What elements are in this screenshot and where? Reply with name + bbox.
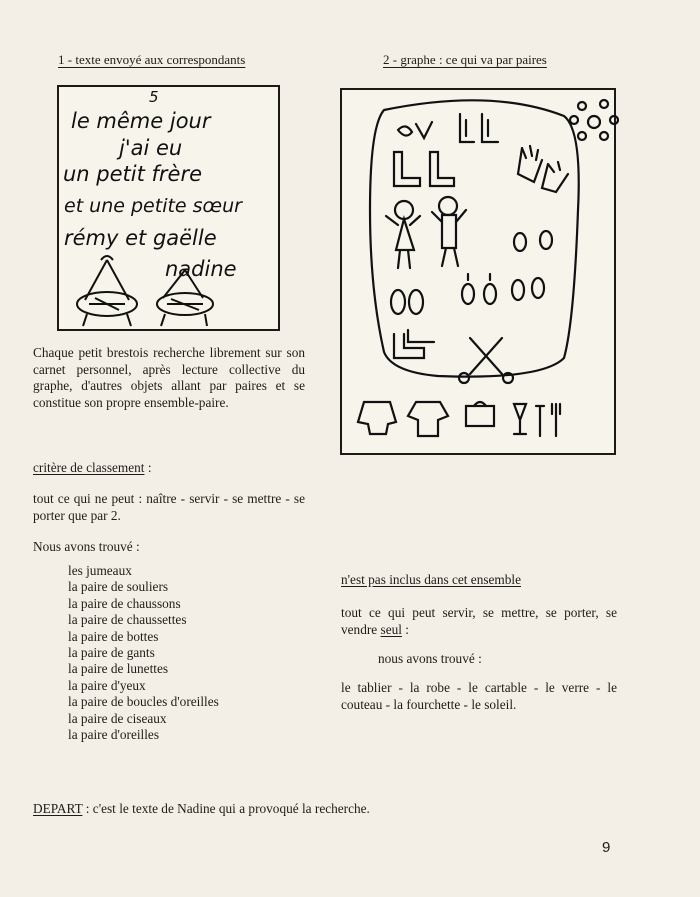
list-item: la paire de chaussons [68,595,181,611]
list-item: la paire de lunettes [68,661,169,677]
glass-drawing [514,404,526,434]
footer-line [33,801,370,818]
list-item: la paire d'yeux [68,677,146,693]
excluded-text [341,605,617,638]
pairs-graph-panel [340,88,616,455]
pairs-graph-drawing [342,90,614,453]
criteria-heading-suffix: : [144,460,152,475]
list-item: la paire de souliers [68,579,169,595]
fork-drawing [552,404,560,436]
excluded-heading: n'est pas inclus dans cet ensemble [341,572,522,587]
footer-label: DEPART [33,801,83,816]
footer-text: : c'est le texte de Nadine qui a provoqué la recherche. [82,801,370,816]
caption-handwritten-text: 1 - texte envoyé aux correspondants [58,52,246,67]
excluded-text-after: : [401,621,409,637]
handwritten-line: le même jour [71,109,211,133]
handwritten-page-number: 5 [149,88,159,106]
page-number: 9 [602,839,611,856]
handwritten-text-panel [57,85,280,331]
description-paragraph: Chaque petit brestois recherche librement sur son carnet personnel, après lecture collective du graphe, d'autres objets allant par paires et se constitue son propre ensemble-paire. [33,345,305,410]
excluded-text-underlined: seul [380,621,402,637]
handwritten-line: un petit frère [63,162,203,186]
list-item: la paire d'oreilles [68,727,160,743]
list-item: la paire de gants [68,645,155,661]
handwritten-line: et une petite sœur [64,195,242,217]
found-intro: Nous avons trouvé : [33,539,140,554]
caption-graph: 2 - graphe : ce qui va par paires [383,52,547,67]
handwritten-line: nadine [165,257,237,281]
schoolbag-drawing [466,406,494,426]
criteria-heading: critère de classement [33,460,145,475]
apron-drawing [358,402,396,434]
excluded-items: le tablier - la robe - le cartable - le verre - le couteau - la fourchette - le soleil. [341,680,617,712]
list-item: les jumeaux [68,563,132,578]
handwritten-line: rémy et gaëlle [64,226,217,250]
criteria-text: tout ce qui ne peut : naître - servir - se mettre - se porter que par 2. [33,491,305,523]
excluded-found-label: nous avons trouvé : [378,651,482,666]
cradle-drawing [67,252,207,327]
list-item: la paire de boucles d'oreilles [68,694,219,710]
dress-drawing [408,402,448,436]
knife-drawing [536,406,544,436]
list-item: la paire de bottes [68,628,159,644]
excluded-text-before: tout ce qui peut servir, se mettre, se porter, se vendre [341,605,617,637]
list-item: la paire de ciseaux [68,710,167,726]
handwritten-line: j'ai eu [119,136,183,160]
found-list [68,563,219,743]
list-item: la paire de chaussettes [68,612,187,628]
criteria-heading-line [33,460,152,477]
